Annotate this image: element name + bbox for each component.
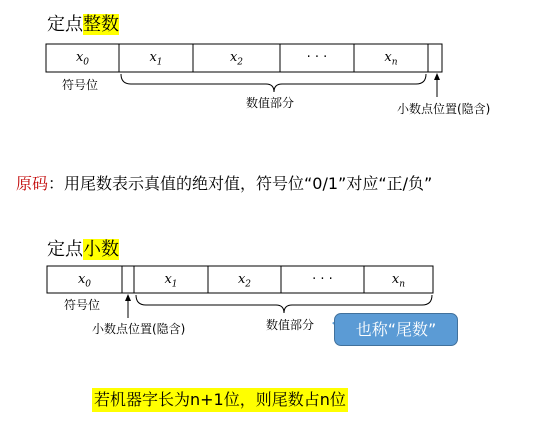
mantissa-callout: 也称“尾数” [334, 313, 458, 346]
fraction-title-prefix: 定点 [47, 239, 83, 260]
integer-point-arrow [434, 73, 440, 97]
fraction-title [47, 235, 119, 261]
fraction-sign-label: 符号位 [64, 298, 101, 312]
integer-value-brace [121, 74, 426, 92]
word-length-note: 若机器字长为n+1位，则尾数占n位 [92, 388, 348, 412]
integer-point-label: 小数点位置(隐含) [397, 102, 491, 116]
definition-line [16, 171, 432, 194]
fraction-value-label: 数值部分 [266, 318, 315, 332]
fraction-cell-x1: $x_1$ [164, 272, 178, 290]
fraction-title-highlight: 小数 [83, 239, 119, 260]
fraction-point-label: 小数点位置(隐含) [92, 322, 186, 336]
fraction-cell-x2: $x_2$ [237, 272, 252, 290]
integer-cell-ellipsis: · · · [306, 50, 328, 65]
definition-text: ：用尾数表示真值的绝对值，符号位“0/1”对应“正/负” [48, 174, 433, 193]
integer-sign-label: 符号位 [62, 78, 99, 92]
integer-cell-x2: $x_2$ [229, 50, 244, 68]
integer-title-prefix: 定点 [47, 14, 83, 35]
fraction-cell-xn: $x_n$ [391, 272, 406, 290]
integer-value-label: 数值部分 [246, 96, 295, 110]
integer-cell-x1: $x_1$ [149, 50, 163, 68]
integer-title-highlight: 整数 [83, 14, 119, 35]
definition-term: 原码 [16, 174, 49, 193]
integer-cell-x0: $x_0$ [75, 50, 90, 68]
fraction-point-arrow [125, 294, 131, 318]
fraction-cell-x0: $x_0$ [77, 272, 92, 290]
integer-cell-xn: $x_n$ [384, 50, 398, 68]
fraction-cell-ellipsis: · · · [312, 272, 333, 287]
